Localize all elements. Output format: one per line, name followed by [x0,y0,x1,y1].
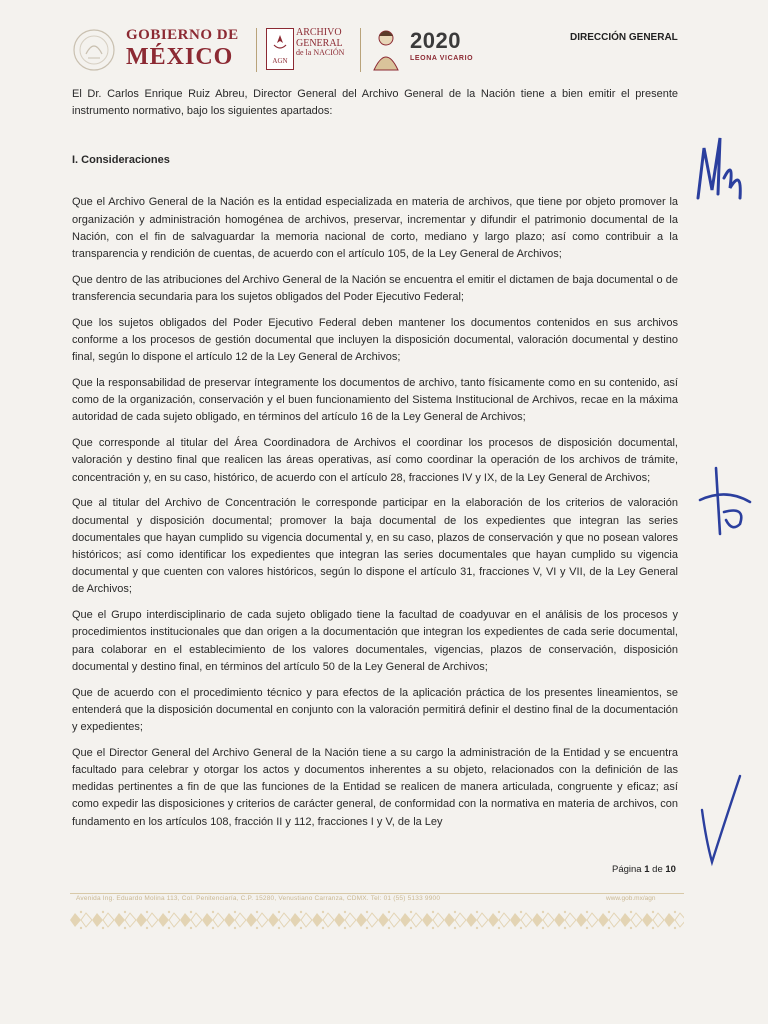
section-title: I. Consideraciones [72,154,170,167]
paragraph: Que el Archivo General de la Nación es la entidad especializada en materia de archivos, que tiene por objeto promover la organización y administración homogénea de archivos, preservar, incrementar y difundir el patrimonio documental de la Nación, con el fin de salvaguardar la memoria nacional de corto, mediano y largo plazo; así como contribuir a la transparencia y rendición de cuentas, de acuerdo con el artículo 105, de la Ley General de Archivos; [72,196,678,261]
paragraph: Que dentro de las atribuciones del Archivo General de la Nación se encuentra el emitir el dictamen de baja documental o de transferencia secundaria para los sujetos obligados del Poder Ejecutivo Federal; [72,273,678,304]
gobierno-line2: MÉXICO [126,44,234,70]
page-current: 1 [644,864,650,875]
page-sep: de [652,864,663,875]
paragraph: Que el Director General del Archivo General de la Nación tiene a su cargo la administración de la Entidad y se encuentra facultado para celebrar y otorgar los actos y documentos inherentes a su objeto, relacionados con la definición de las medidas pertinentes a fin de que las funciones de la Entidad se realicen de manera articulada, congruente y eficaz; así como expedir las disposiciones y criterios de carácter general, de conformidad con la normativa en materia de archivos, con fundamento en los artículos 108, fracción II y 112, fracciones I y V, de la Ley [72,746,678,828]
header-divider [256,28,257,72]
footer-divider [70,893,684,894]
paragraph: Que corresponde al titular del Área Coordinadora de Archivos el coordinar los procesos de disposición documental, valoración y destino final que realicen las áreas operativas, así como coordinar la operación de los archivos de trámite, concentración y, en su caso, histórico, de acuerdo con el artículo 28, fracciones IV y IX, de la Ley General de Archivos; [72,437,678,484]
document-body [72,86,678,831]
agn-line1: ARCHIVO [296,27,342,38]
header-divider [360,28,361,72]
page-number [612,864,676,875]
agn-logo-icon [266,28,294,70]
gobierno-line1: GOBIERNO DE [126,27,239,43]
leona-vicario-portrait-icon [370,26,402,72]
page-total: 10 [665,864,676,875]
page-label: Página [612,864,642,875]
paragraph: Que de acuerdo con el procedimiento técnico y para efectos de la aplicación práctica de los presentes lineamientos, se entenderá que la disposición documental en conjunto con la valoración permitirá definir el destino final de la documentación y expedientes; [72,686,678,734]
year-2020: 2020 [410,28,461,53]
paragraph: Que el Grupo interdisciplinario de cada sujeto obligado tiene la facultad de coadyuvar en el análisis de los procesos y procedimientos institucionales que dan origen a la documentación que integran los expedientes de cada serie documental, para colaborar en el establecimiento de los valores documentales, vigencias, plazos de conservación, disposición documental y destino final, en términos del artículo 50 de la Ley General de Archivos; [72,609,678,673]
footer-website: www.gob.mx/agn [606,895,656,902]
signature-initials-icon [696,460,756,540]
national-seal-icon [70,28,118,72]
agn-logo-text [296,28,344,57]
agn-line3: de la NACIÓN [296,48,345,57]
intro-paragraph: El Dr. Carlos Enrique Ruiz Abreu, Director General del Archivo General de la Nación tiene a bien emitir el presente instrumento normativo, bajo los siguientes apartados: [72,88,678,118]
footer-address: Avenida Ing. Eduardo Molina 113, Col. Penitenciaría, C.P. 15280, Venustiano Carranza, CDMX. Tel: 01 (55) 5133 9900 [76,895,441,902]
leona-vicario-label: LEONA VICARIO [410,55,474,62]
signature-checkmark-icon [696,770,746,870]
letterhead [70,22,710,78]
signature-initials-icon [690,128,750,208]
gobierno-logo-text [126,28,239,69]
agn-line2: GENERAL [296,37,343,49]
paragraph: Que la responsabilidad de preservar íntegramente los documentos de archivo, tanto físicamente como en su contenido, así como de la organización, conservación y el buen funcionamiento del Sistema Institucional de Archivos, recae en la máxima autoridad de cada sujeto obligado, en términos del artículo 16 de la Ley General de Archivos; [72,377,678,424]
paragraph: Que al titular del Archivo de Concentración le corresponde participar en la elaboración de los criterios de valoración documental y disposición documental; promover la baja documental de los expedientes que integran las series documentales que hayan cumplido su vigencia documental y, en su caso, plazos de conservación y que no posean valores históricos; así como identificar los expedientes que integran las series documentales que hayan cumplido su vigencia documental y que cuenten con valores históricos, según lo dispone el artículo 31, fracciones V, VI y VII, de la Ley General de Archivos; [72,497,678,596]
footer-ornament-pattern [70,909,684,931]
paragraph: Que los sujetos obligados del Poder Ejecutivo Federal deben mantener los documentos contenidos en sus archivos conforme a los procesos de gestión documental que incluyen la disposición documental, valoración documental y destino final, según lo dispone el artículo 12 de la Ley General de Archivos; [72,316,678,364]
agn-badge-text: AGN [272,57,288,65]
direccion-general-label: DIRECCIÓN GENERAL [570,32,678,43]
